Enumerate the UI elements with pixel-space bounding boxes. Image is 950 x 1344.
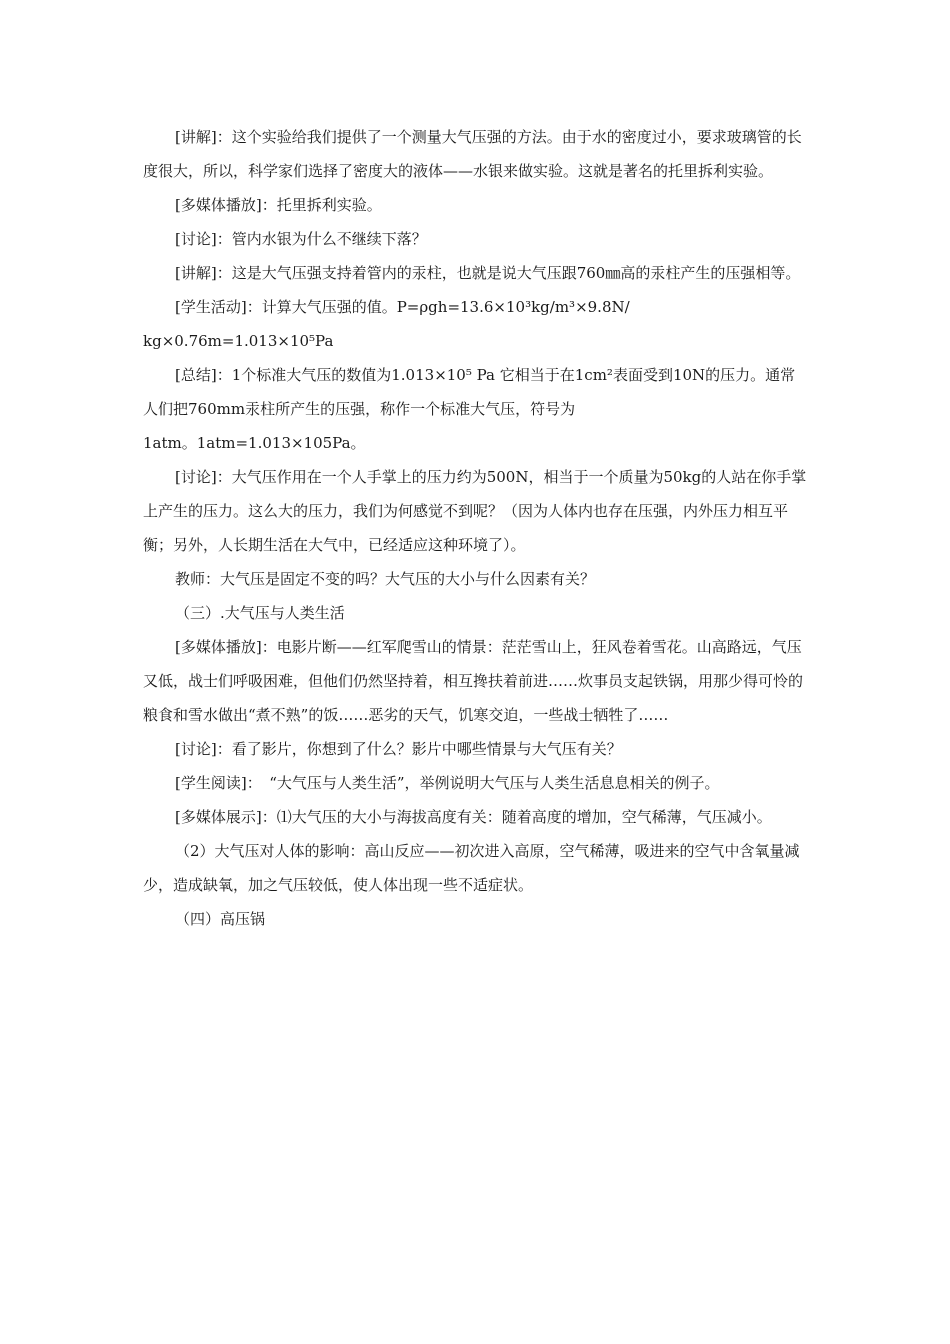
paragraph-multimedia-1: [多媒体播放]：托里拆利实验。	[175, 196, 382, 214]
paragraph-body-effect: （2）大气压对人体的影响：高山反应——初次进入高原，空气稀薄，吸进来的空气中含氧量减少，造成缺氧，加之气压较低，使人体出现一些不适症状。	[143, 842, 800, 894]
paragraph-multimedia-display: [多媒体展示]：⑴大气压的大小与海拔高度有关：随着高度的增加，空气稀薄，气压减小。	[175, 808, 772, 826]
paragraph-discussion-2: [讨论]：大气压作用在一个人手掌上的压力约为500N，相当于一个质量为50kg的人站在你手掌上产生的压力。这么大的压力，我们为何感觉不到呢？（因为人体内也存在压强，内外压力相互平衡；另外，人长期生活在大气中，已经适应这种环境了）。	[143, 468, 807, 554]
paragraph-teacher-question: 教师：大气压是固定不变的吗？大气压的大小与什么因素有关？	[175, 570, 596, 588]
document-body	[143, 120, 807, 936]
paragraph-formula-continuation: kg×0.76m=1.013×10⁵Pa	[143, 332, 334, 350]
paragraph-explanation-2: [讲解]：这是大气压强支持着管内的汞柱，也就是说大气压跟760㎜高的汞柱产生的压强相等。	[175, 264, 801, 282]
paragraph-multimedia-2: [多媒体播放]：电影片断——红军爬雪山的情景：茫茫雪山上，狂风卷着雪花。山高路远，气压又低，战士们呼吸困难，但他们仍然坚持着，相互搀扶着前进……炊事员支起铁锅，用那少得可怜的粮食和雪水做出“煮不熟”的饭……恶劣的天气，饥寒交迫，一些战士牺牲了……	[143, 638, 804, 724]
paragraph-discussion-1: [讨论]：管内水银为什么不继续下落？	[175, 230, 427, 248]
paragraph-student-activity: [学生活动]：计算大气压强的值。P=ρgh=13.6×10³kg/m³×9.8N/	[175, 298, 630, 316]
paragraph-atm-definition: 1atm。1atm=1.013×105Pa。	[143, 434, 366, 452]
section-heading-4: （四）高压锅	[175, 910, 266, 928]
paragraph-student-reading: [学生阅读]： “大气压与人类生活”，举例说明大气压与人类生活息息相关的例子。	[175, 774, 720, 792]
section-heading-3: （三）.大气压与人类生活	[175, 604, 345, 622]
paragraph-summary: [总结]：1个标准大气压的数值为1.013×10⁵ Pa 它相当于在1cm²表面受到10N的压力。通常人们把760mm汞柱所产生的压强，称作一个标准大气压，符号为	[143, 366, 796, 418]
paragraph-explanation-1: [讲解]：这个实验给我们提供了一个测量大气压强的方法。由于水的密度过小，要求玻璃管的长度很大，所以，科学家们选择了密度大的液体——水银来做实验。这就是著名的托里拆利实验。	[143, 128, 802, 180]
paragraph-discussion-3: [讨论]：看了影片，你想到了什么？影片中哪些情景与大气压有关？	[175, 740, 622, 758]
